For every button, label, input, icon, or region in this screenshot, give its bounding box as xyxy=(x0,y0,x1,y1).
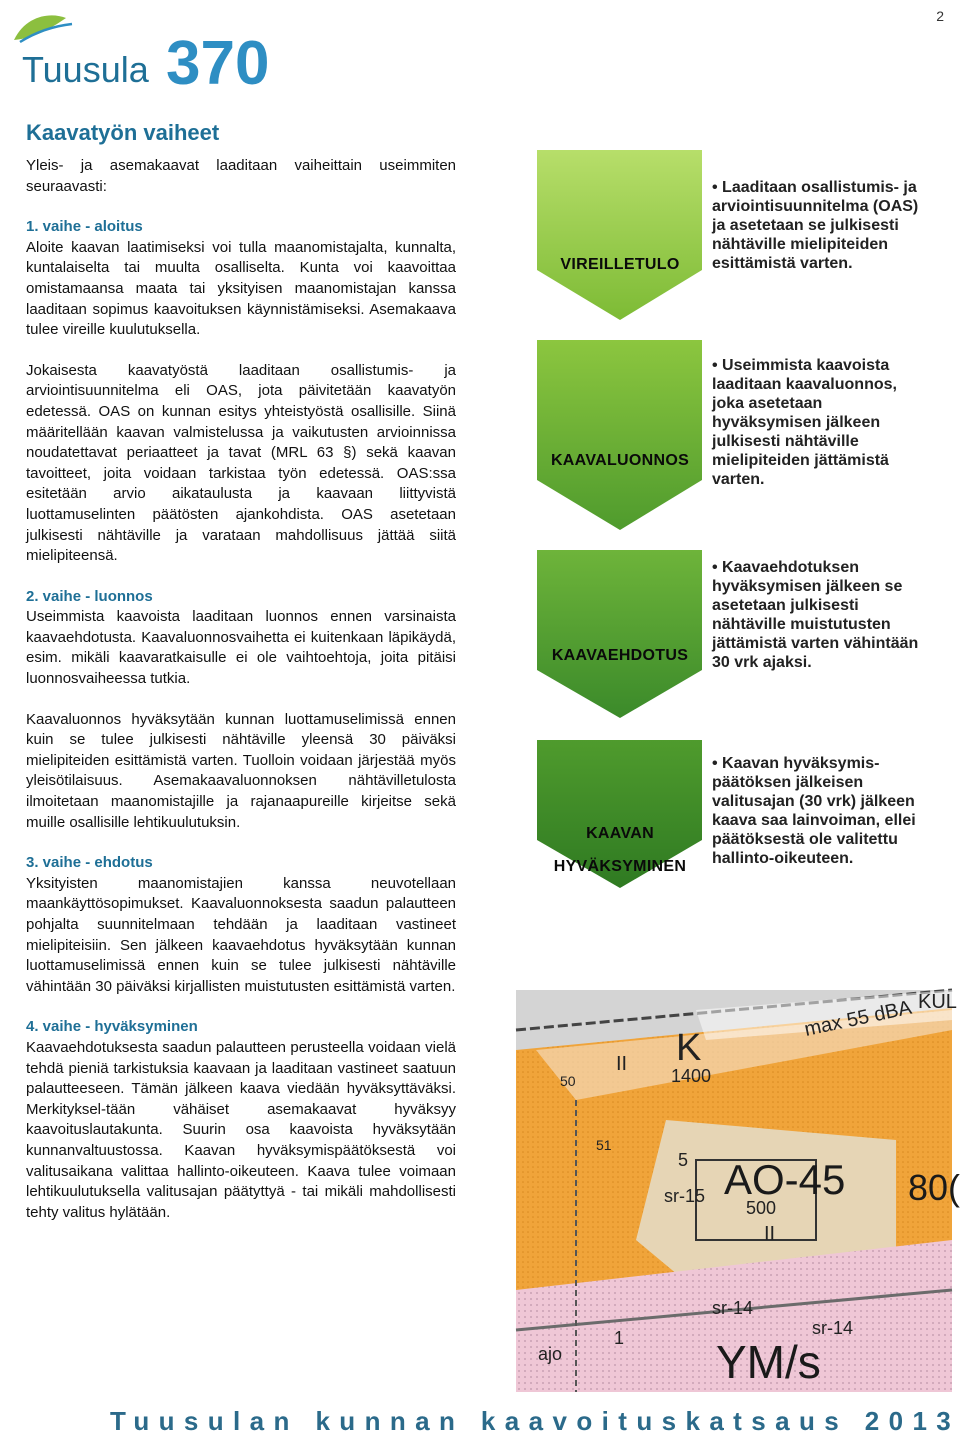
step-2-line: varten. xyxy=(712,471,765,488)
map-label-k-num: 1400 xyxy=(671,1066,712,1086)
step-4-description xyxy=(712,754,916,868)
step-4-line: kaava saa lainvoiman, ellei xyxy=(712,812,916,829)
section-3-paragraph-1: Yksityisten maanomistajien kanssa neuvotellaan maankäyttösopimukset. Kaavaluonnoksesta saadun palautteen pohjalta suunnitelmaan tehdään ja laaditaan vastineet mielipiteisiin. Sen jälkeen kaavaehdotus hyväksytään kunnan luottamuselimissä ennen kuin se tulee julkisesti nähtäville vähintään 30 päiväksi kirjallisten muistutusten esittämistä varten. xyxy=(26,874,456,995)
step-1-line: ja asetetaan se julkisesti xyxy=(712,217,899,234)
map-label-51: 51 xyxy=(596,1137,612,1153)
map-label-800: 80( xyxy=(908,1167,960,1208)
map-label-kul: KUL xyxy=(918,991,957,1013)
map-label-1: 1 xyxy=(614,1328,625,1348)
map-label-k: K xyxy=(676,1027,702,1069)
section-2-heading: 2. vaihe - luonnos xyxy=(26,587,153,605)
main-text-column xyxy=(26,120,456,1223)
tuusula-370-logo xyxy=(6,10,306,100)
map-label-ao-num: 500 xyxy=(746,1198,777,1218)
step-2-line: mielipiteiden jättämistä xyxy=(712,452,889,469)
step-1-description xyxy=(712,178,918,273)
arrow-step-2 xyxy=(537,340,702,530)
step-1-line: • Laaditaan osallistumis- ja xyxy=(712,179,917,196)
map-label-ii-a: II xyxy=(616,1053,628,1075)
step-2-line: hyväksymisen jälkeen xyxy=(712,414,881,431)
section-2-paragraph-2: Kaavaluonnos hyväksytään kunnan luottamuselimissä ennen kuin se tulee julkisesti nähtäville yleensä 30 päiväksi mielipiteiden esittämistä varten. Tuolloin voidaan järjestää myös yleisötilaisuus. Asemakaavaluonnoksen nähtävilletulosta ilmoitetaan maanomistajille ja rajanaapureille kirjeitse sekä muille osallisille lehtikuulutuksin. xyxy=(26,710,456,831)
step-2-line: joka asetetaan xyxy=(712,395,823,412)
step-4-line: päätöksen jälkeisen xyxy=(712,774,864,791)
step-3-line: jättämistä varten vähintään xyxy=(712,635,919,652)
section-4-paragraph-1: Kaavaehdotuksesta saadun palautteen perusteella voidaan vielä tehdä pieniä tarkistuksia kaavaan ja laaditaan vastineet saatuun palautteeseen. Tämän jälkeen kaava viedään hyväksyttäväksi. Merkityksel-tään vähäiset asemakaavat hyväksyy kaavoituslautakunta. Suurin osa kaavoista hyväksytään kunnanvaltuustossa. Kaavan hyväksymispäätöksestä voi valitusaikana valittaa hallinto-oikeuteen. Kaava tulee voimaan lehtikuulutuksella valitusajan päätyttyä - tai mikäli mahdollisesti tehty valitus hylätään. xyxy=(26,1038,456,1221)
map-label-ym: YM/s xyxy=(716,1336,821,1388)
step-label-hyvaksyminen: HYVÄKSYMINEN xyxy=(553,858,687,875)
step-4-line: päätöksestä ole valitettu xyxy=(712,831,898,848)
section-1-heading: 1. vaihe - aloitus xyxy=(26,218,143,236)
logo-number: 370 xyxy=(166,29,270,98)
page-number: 2 xyxy=(936,8,944,24)
footer-title: Tuusulan kunnan kaavoituskatsaus 2013 xyxy=(110,1406,960,1436)
section-2-paragraph-1: Useimmista kaavoista laaditaan luonnos ennen varsinaista kaavaehdotusta. Kaavaluonnosvaihetta ei kuitenkaan läpikäydä, esim. mikäli kaavaratkaisulle ei ole vaihtoehtoja, joita pitäisi luonnosvaiheessa tutkia. xyxy=(26,608,456,688)
step-3-line: asetetaan julkisesti xyxy=(712,597,859,614)
step-1-line: arviointisuunnitelma (OAS) xyxy=(712,198,919,215)
step-2-line: • Useimmista kaavoista xyxy=(712,357,890,374)
logo-text: Tuusula xyxy=(22,49,149,90)
map-label-sr15: sr-15 xyxy=(664,1186,706,1206)
step-1-line: nähtäville mielipiteiden xyxy=(712,236,889,253)
step-2-description xyxy=(712,356,897,489)
intro-paragraph: Yleis- ja asemakaavat laaditaan vaiheittain useimmiten seuraavasti: xyxy=(26,157,456,195)
map-label-5: 5 xyxy=(678,1150,689,1170)
step-4-line: valitusajan (30 vrk) jälkeen xyxy=(712,793,915,810)
map-label-sr14-b: sr-14 xyxy=(812,1318,854,1338)
section-1-paragraph-2: Jokaisesta kaavatyöstä laaditaan osallistumis- ja arviointisuunnitelma eli OAS, jota päivitetään kaavatyön edetessä. OAS on kunnan esitys yhteistyöstä osallisille. Siinä määritellään kaavan valmistelussa ja vaikutusten arvioinnissa noudatettavat periaatteet ja tavat (MRL 63 §) sekä kaavan tavoitteet, joita voidaan tarkistaa työn edetessä. OAS:ssa esitetään arvio aikataulusta ja kaavaan liittyvistä luottamuselinten päätösten ajankohdista. OAS asetetaan julkisesti nähtäville ja varataan mahdollisuus jättää siitä mielipiteensä. xyxy=(26,361,456,565)
step-2-line: julkisesti nähtäville xyxy=(712,433,859,450)
map-label-sr14-a: sr-14 xyxy=(712,1298,754,1318)
step-3-description xyxy=(712,558,918,672)
step-label-kaavan: KAAVAN xyxy=(586,825,654,842)
leaf-icon xyxy=(14,15,66,40)
step-3-line: • Kaavaehdotuksen xyxy=(712,559,859,576)
step-3-line: nähtäville muistutusten xyxy=(712,616,891,633)
step-label-kaavaehdotus: KAAVAEHDOTUS xyxy=(551,647,689,664)
step-4-line: • Kaavan hyväksymis- xyxy=(712,755,880,772)
section-3-heading: 3. vaihe - ehdotus xyxy=(26,854,153,872)
map-label-ajo: ajo xyxy=(538,1344,563,1364)
map-label-50: 50 xyxy=(560,1073,576,1089)
step-label-kaavaluonnos: KAAVALUONNOS xyxy=(550,452,690,469)
step-4-line: hallinto-oikeuteen. xyxy=(712,850,854,867)
step-2-line: laaditaan kaavaluonnos, xyxy=(712,376,897,393)
page-title: Kaavatyön vaiheet xyxy=(26,120,220,145)
map-label-max-dba: max 55 dBA xyxy=(802,996,914,1041)
arrow-step-3 xyxy=(537,550,702,718)
section-1-paragraph-1: Aloite kaavan laatimiseksi voi tulla maanomistajalta, kunnalta, kuntalaiselta tai muulta osalliselta. Kunta voi kaavoittaa omistamaansa maata tai yksityisen maanomistajan kanssa laaditaan sopimus kaavoituksen käynnistämiseksi. Asemakaava tulee vireille kuulutuksella. xyxy=(26,238,456,339)
arrow-step-1 xyxy=(537,150,702,320)
step-label-vireilletulo: VIREILLETULO xyxy=(560,256,680,273)
section-4-heading: 4. vaihe - hyväksyminen xyxy=(26,1018,198,1036)
step-1-line: esittämistä varten. xyxy=(712,255,853,272)
zoning-map-image xyxy=(516,990,960,1392)
zoning-map-drawing xyxy=(516,990,960,1392)
map-label-ii-b: II xyxy=(764,1223,776,1245)
step-3-line: hyväksymisen jälkeen se xyxy=(712,578,903,595)
map-label-ao: AO-45 xyxy=(724,1156,846,1203)
process-diagram xyxy=(512,150,952,890)
step-3-line: 30 vrk ajaksi. xyxy=(712,654,812,671)
